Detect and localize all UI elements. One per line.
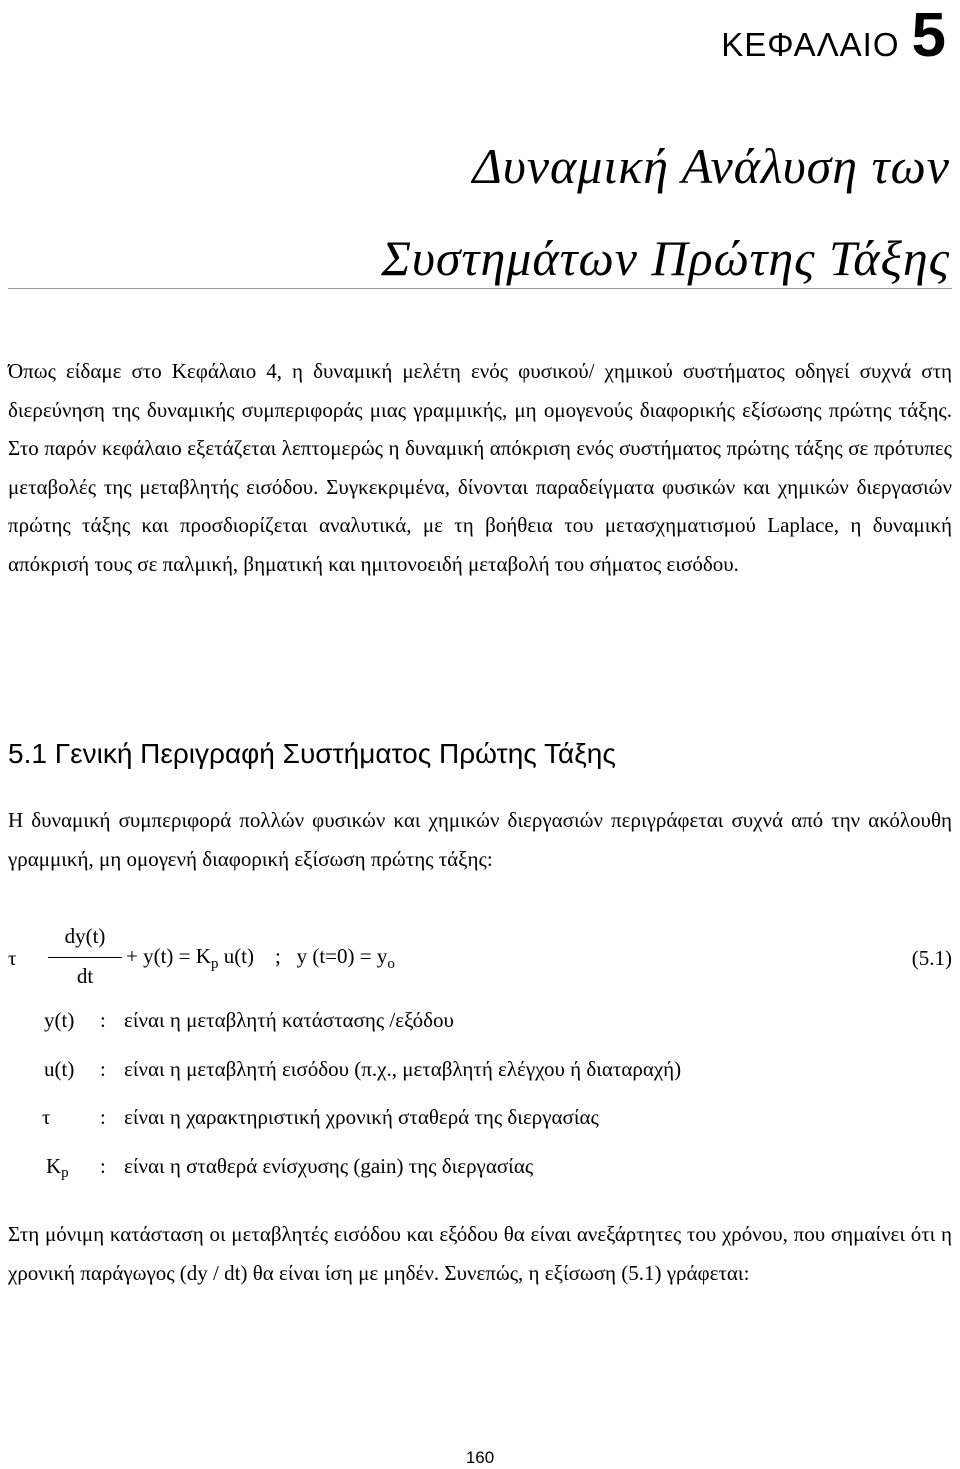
definition-row [8,1008,952,1057]
equation-tau: τ [8,946,17,970]
definition-symbol: τ [42,1105,51,1130]
equation-5-1 [8,924,952,996]
intro-paragraph: Όπως είδαμε στο Κεφάλαιο 4, η δυναμική μελέτη ενός φυσικού/ χημικού συστήματος οδηγεί συχνά στη διερεύνηση της δυναμικής συμπεριφοράς μιας γραμμικής, μη ομογενούς διαφορικής εξίσωσης πρώτης τάξης. Στο παρόν κεφάλαιο εξετάζεται λεπτομερώς η δυναμική απόκριση ενός συστήματος πρώτης τάξης σε πρότυπες μεταβολές της μεταβλητής εισόδου. Συγκεκριμένα, δίνονται παραδείγματα φυσικών και χημικών διεργασιών πρώτης τάξης και προσδιορίζεται αναλυτικά, με τη βοήθεια του μετασχηματισμού Laplace, η δυναμική απόκρισή τους σε παλμική, βηματική και ημιτονοειδή μεταβολή του σήματος εισόδου. [8,359,952,576]
equation-number: (5.1) [911,946,952,970]
chapter-title-line-2: Συστημάτων Πρώτης Τάξης [381,230,950,286]
definition-text: είναι η μεταβλητή εισόδου (π.χ., μεταβλητή ελέγχου ή διαταραχή) [124,1056,682,1081]
equation-rhs-a: + y(t) = K [126,944,211,968]
definition-text: είναι η σταθερά ενίσχυσης (gain) της διεργασίας [124,1153,534,1178]
equation-sub-o: o [387,956,395,972]
definition-text: είναι η μεταβλητή κατάστασης /εξόδου [124,1008,454,1032]
fraction-bar [48,957,122,958]
equation-sub-p: p [210,956,219,972]
equation-denominator: dt [76,964,94,988]
page-number: 160 [465,1448,495,1467]
definition-symbol: u(t) [44,1056,75,1081]
title-divider [8,288,952,289]
equation-numerator: dy(t) [64,924,106,948]
steady-state-paragraph: Στη μόνιμη κατάσταση οι μεταβλητές εισόδου και εξόδου θα είναι ανεξάρτητες του χρόνου, που σημαίνει ότι η χρονική παράγωγος (dy / dt) θα είναι ίση με μηδέν. Συνεπώς, η εξίσωση (5.1) γράφεται: [8,1222,952,1285]
section-heading: 5.1 Γενική Περιγραφή Συστήματος Πρώτης Τάξης [8,738,616,769]
definition-colon: : [100,1008,106,1032]
definition-colon: : [100,1056,106,1081]
chapter-label [721,0,946,71]
definition-row [8,1057,952,1106]
definition-colon: : [100,1105,106,1130]
chapter-word: ΚΕΦΑΛΑΙΟ [721,26,900,63]
chapter-title-line-1: Δυναμική Ανάλυση των [472,138,950,194]
definition-symbol [46,1154,69,1182]
chapter-title [50,120,950,304]
definition-symbol: y(t) [44,1008,75,1032]
definition-row [8,1154,952,1203]
chapter-number: 5 [911,1,946,70]
section-paragraph: Η δυναμική συμπεριφορά πολλών φυσικών και χημικών διεργασιών περιγράφεται συχνά από την ακόλουθη γραμμική, μη ομογενή διαφορική εξίσωση πρώτης τάξης: [8,808,952,871]
definition-symbol-sub: p [61,1164,69,1181]
equation-rhs [126,944,395,973]
definition-row [8,1105,952,1154]
equation-rhs-b: u(t) ; y (t=0) = y [218,944,388,968]
symbol-definitions [8,1008,952,1202]
definition-text: είναι η χαρακτηριστική χρονική σταθερά της διεργασίας [124,1105,599,1130]
definition-colon: : [100,1153,106,1178]
definition-symbol-base: K [46,1153,62,1178]
